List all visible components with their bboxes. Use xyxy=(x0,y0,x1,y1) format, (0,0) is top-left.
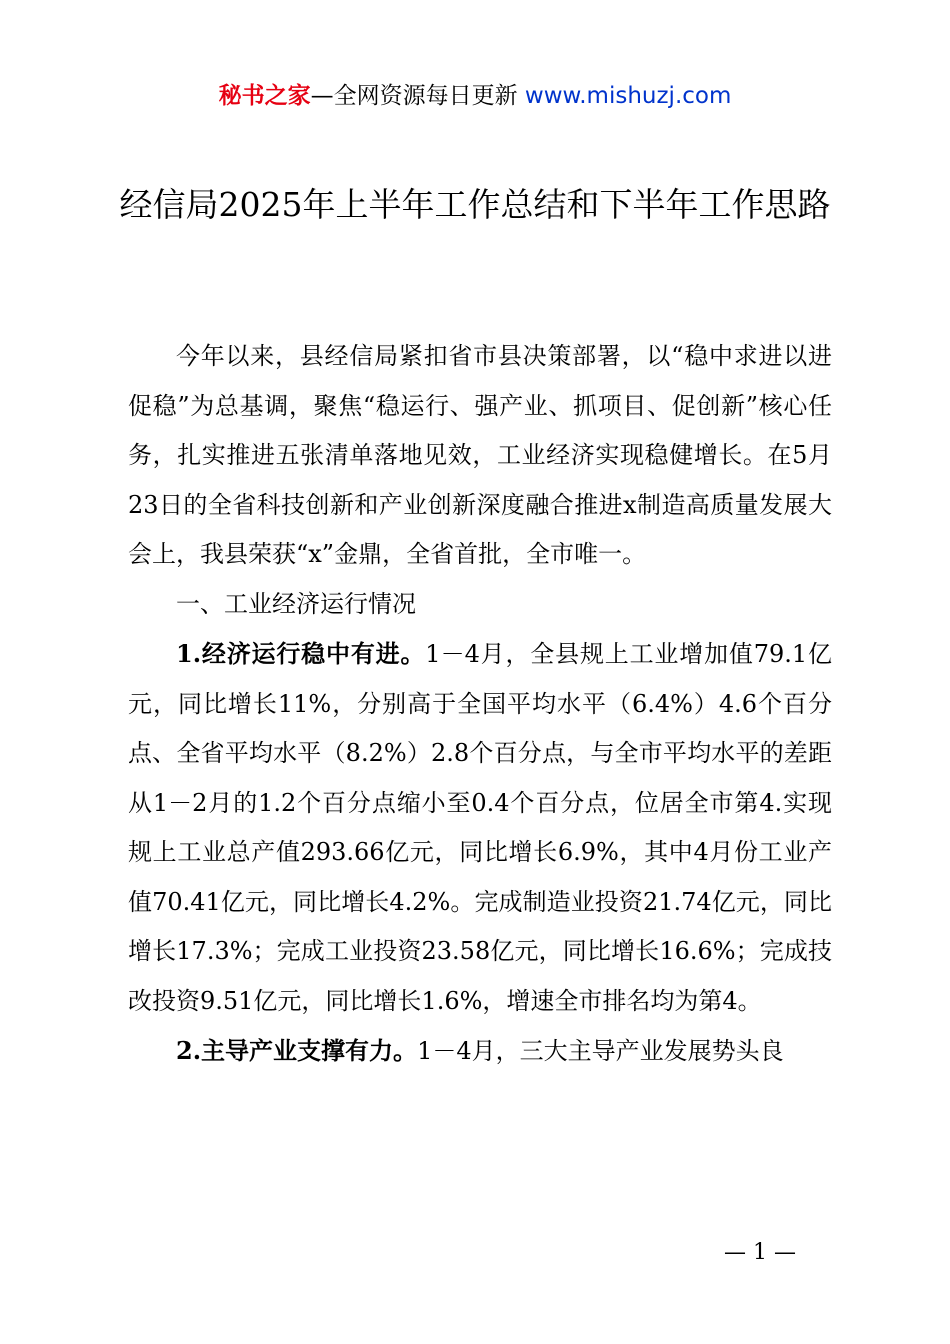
item-lead-1: 1.经济运行稳中有进。 xyxy=(176,639,426,668)
item-text-1: 1－4月，全县规上工业增加值79.1亿元，同比增长11%，分别高于全国平均水平（6.4%）4.6个百分点、全省平均水平（8.2%）2.8个百分点，与全市平均水平的差距从1－2月的1.2个百分点缩小至0.4个百分点，位居全市第4.实现规上工业总产值293.66亿元，同比增长6.9%，其中4月份工业产值70.41亿元，同比增长4.2%。完成制造业投资21.74亿元，同比增长17.3%；完成工业投资23.58亿元，同比增长16.6%；完成技改投资9.51亿元，同比增长1.6%，增速全市排名均为第4。 xyxy=(128,640,832,1015)
site-brand: 秘书之家 xyxy=(218,83,311,109)
page-number: — 1 — xyxy=(724,1240,796,1265)
site-banner xyxy=(0,80,950,112)
item-paragraph-2 xyxy=(128,1026,832,1077)
intro-paragraph: 今年以来，县经信局紧扣省市县决策部署，以“稳中求进以进促稳”为总基调，聚焦“稳运行、强产业、抓项目、促创新”核心任务，扎实推进五张清单落地见效，工业经济实现稳健增长。在5月23日的全省科技创新和产业创新深度融合推进x制造高质量发展大会上，我县荣获“x”金鼎，全省首批，全市唯一。 xyxy=(128,342,832,568)
section-heading: 一、工业经济运行情况 xyxy=(176,589,416,618)
item-paragraph-1 xyxy=(128,629,832,1026)
item-lead-2: 2.主导产业支撑有力。 xyxy=(176,1036,418,1065)
site-slogan: —全网资源每日更新 xyxy=(310,83,525,109)
site-url-link[interactable]: www.mishuzj.com xyxy=(524,83,732,109)
document-body xyxy=(128,332,832,1077)
document-title: 经信局2025年上半年工作总结和下半年工作思路 xyxy=(119,185,831,224)
item-text-2: 1－4月，三大主导产业发展势头良 xyxy=(417,1037,784,1065)
